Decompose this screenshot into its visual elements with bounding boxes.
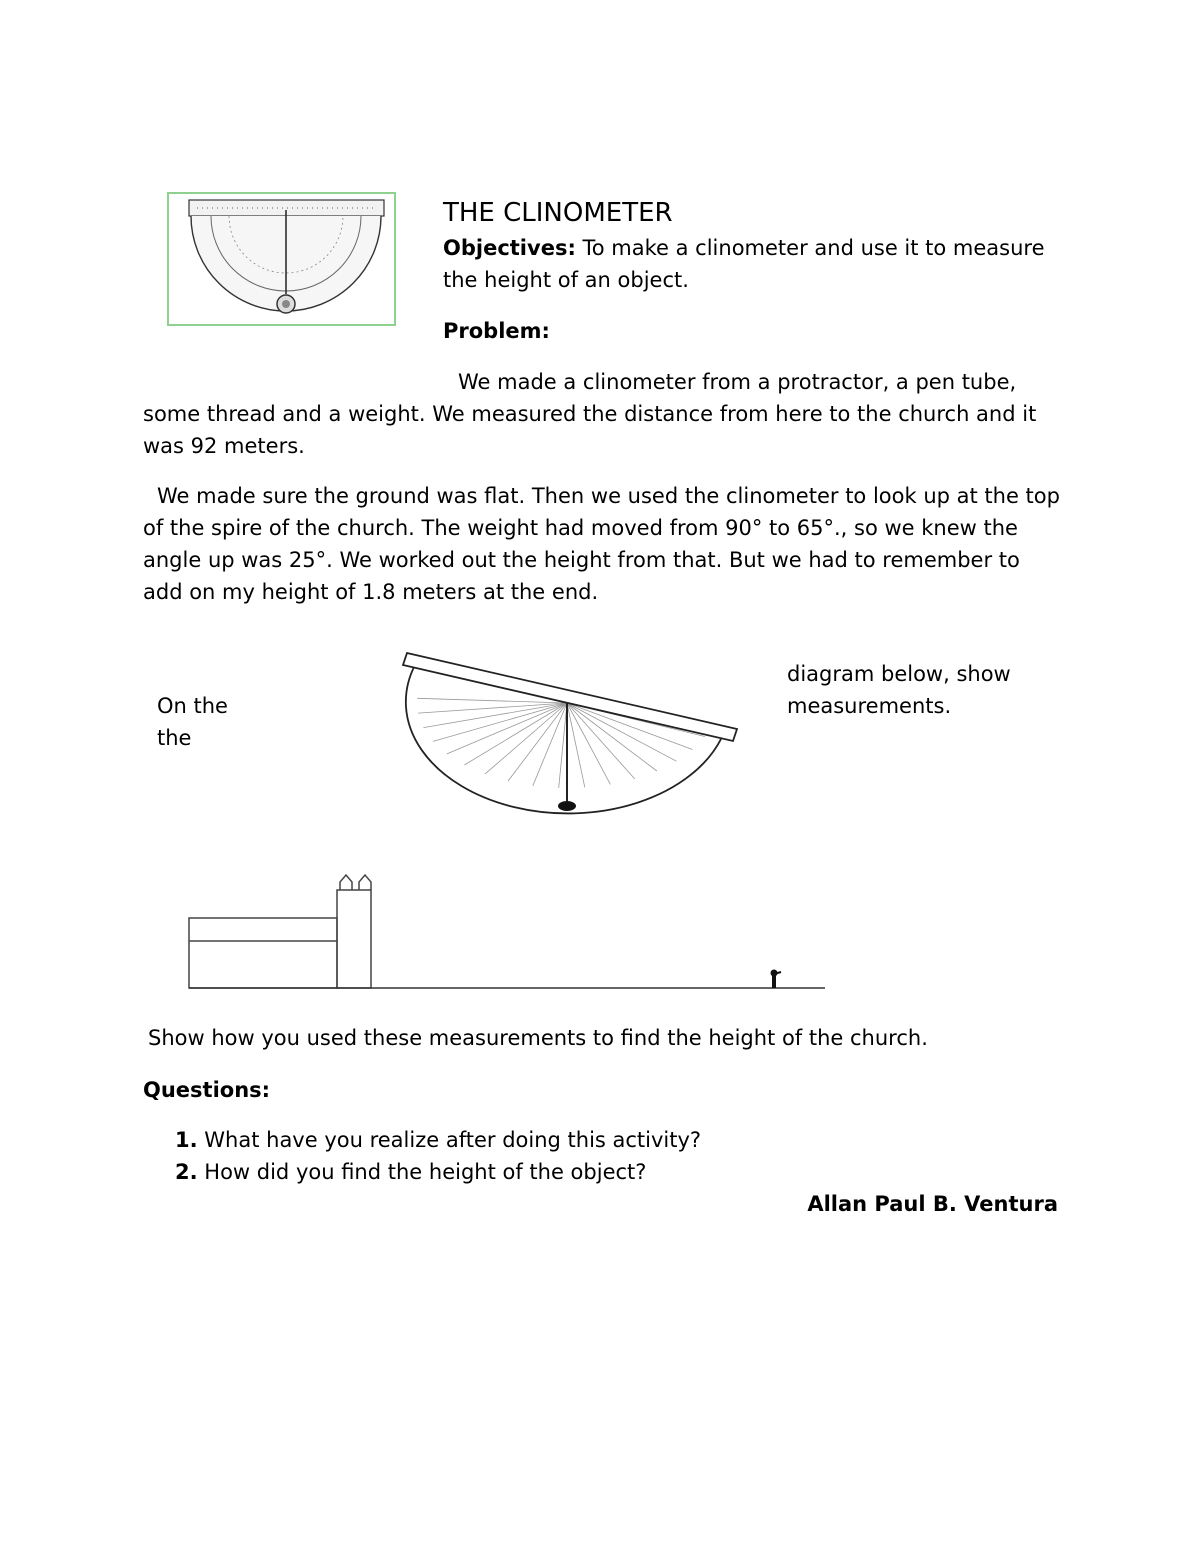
- protractor-ray: [567, 703, 610, 784]
- objectives-text: To make a clinometer and use it to measure the height of an object.: [443, 236, 1045, 292]
- diagram-prompt-left-text: On the the: [157, 694, 228, 750]
- questions-label: Questions:: [143, 1078, 271, 1102]
- objectives-label: Objectives:: [443, 236, 576, 260]
- show-how-instruction: Show how you used these measurements to find the height of the church.: [148, 1026, 928, 1050]
- clinometer-photo: [167, 192, 396, 326]
- protractor-image: [169, 194, 394, 324]
- protractor-ray: [559, 703, 567, 788]
- question-list: [175, 1124, 701, 1188]
- observer-figure: [771, 970, 782, 989]
- problem-label: Problem:: [443, 319, 550, 343]
- protractor-ray: [417, 698, 567, 703]
- clinometer-diagram: [355, 643, 775, 833]
- protractor-ray: [567, 703, 585, 787]
- church-diagram: [140, 850, 850, 1000]
- diagram-prompt-right-text: diagram below, show measurements.: [787, 662, 1011, 718]
- diagram-prompt-right: [787, 658, 1067, 722]
- author-name: Allan Paul B. Ventura: [807, 1192, 1058, 1216]
- question-item: [175, 1156, 701, 1188]
- question-number: 2.: [175, 1160, 198, 1184]
- problem-paragraph-1: We made a clinometer from a protractor, a pen tube, some thread and a weight. We measured the distance from here to the church and it was 92 meters.: [143, 370, 1037, 458]
- plumb-weight: [558, 801, 576, 811]
- protractor-ray: [418, 703, 567, 713]
- question-text: What have you realize after doing this activity?: [204, 1128, 702, 1152]
- protractor-semicircle: [406, 665, 721, 813]
- diagram-prompt-left: [143, 658, 383, 786]
- protractor-ray: [485, 703, 567, 774]
- question-text: How did you find the height of the object?: [204, 1160, 647, 1184]
- objectives: [443, 232, 1063, 296]
- problem-paragraph-2: We made sure the ground was flat. Then we used the clinometer to look up at the top of the spire of the church. The weight had moved from 90° to 65°., so we knew the angle up was 25°. We worked out the height from that. But we had to remember to add on my height of 1.8 meters at the end.: [143, 484, 1060, 604]
- question-number: 1.: [175, 1128, 198, 1152]
- church-building: [189, 875, 371, 988]
- protractor-ray: [508, 703, 567, 781]
- straight-edge: [403, 653, 737, 741]
- question-item: [175, 1124, 701, 1156]
- page-title: THE CLINOMETER: [443, 198, 673, 228]
- protractor-ray: [464, 703, 567, 765]
